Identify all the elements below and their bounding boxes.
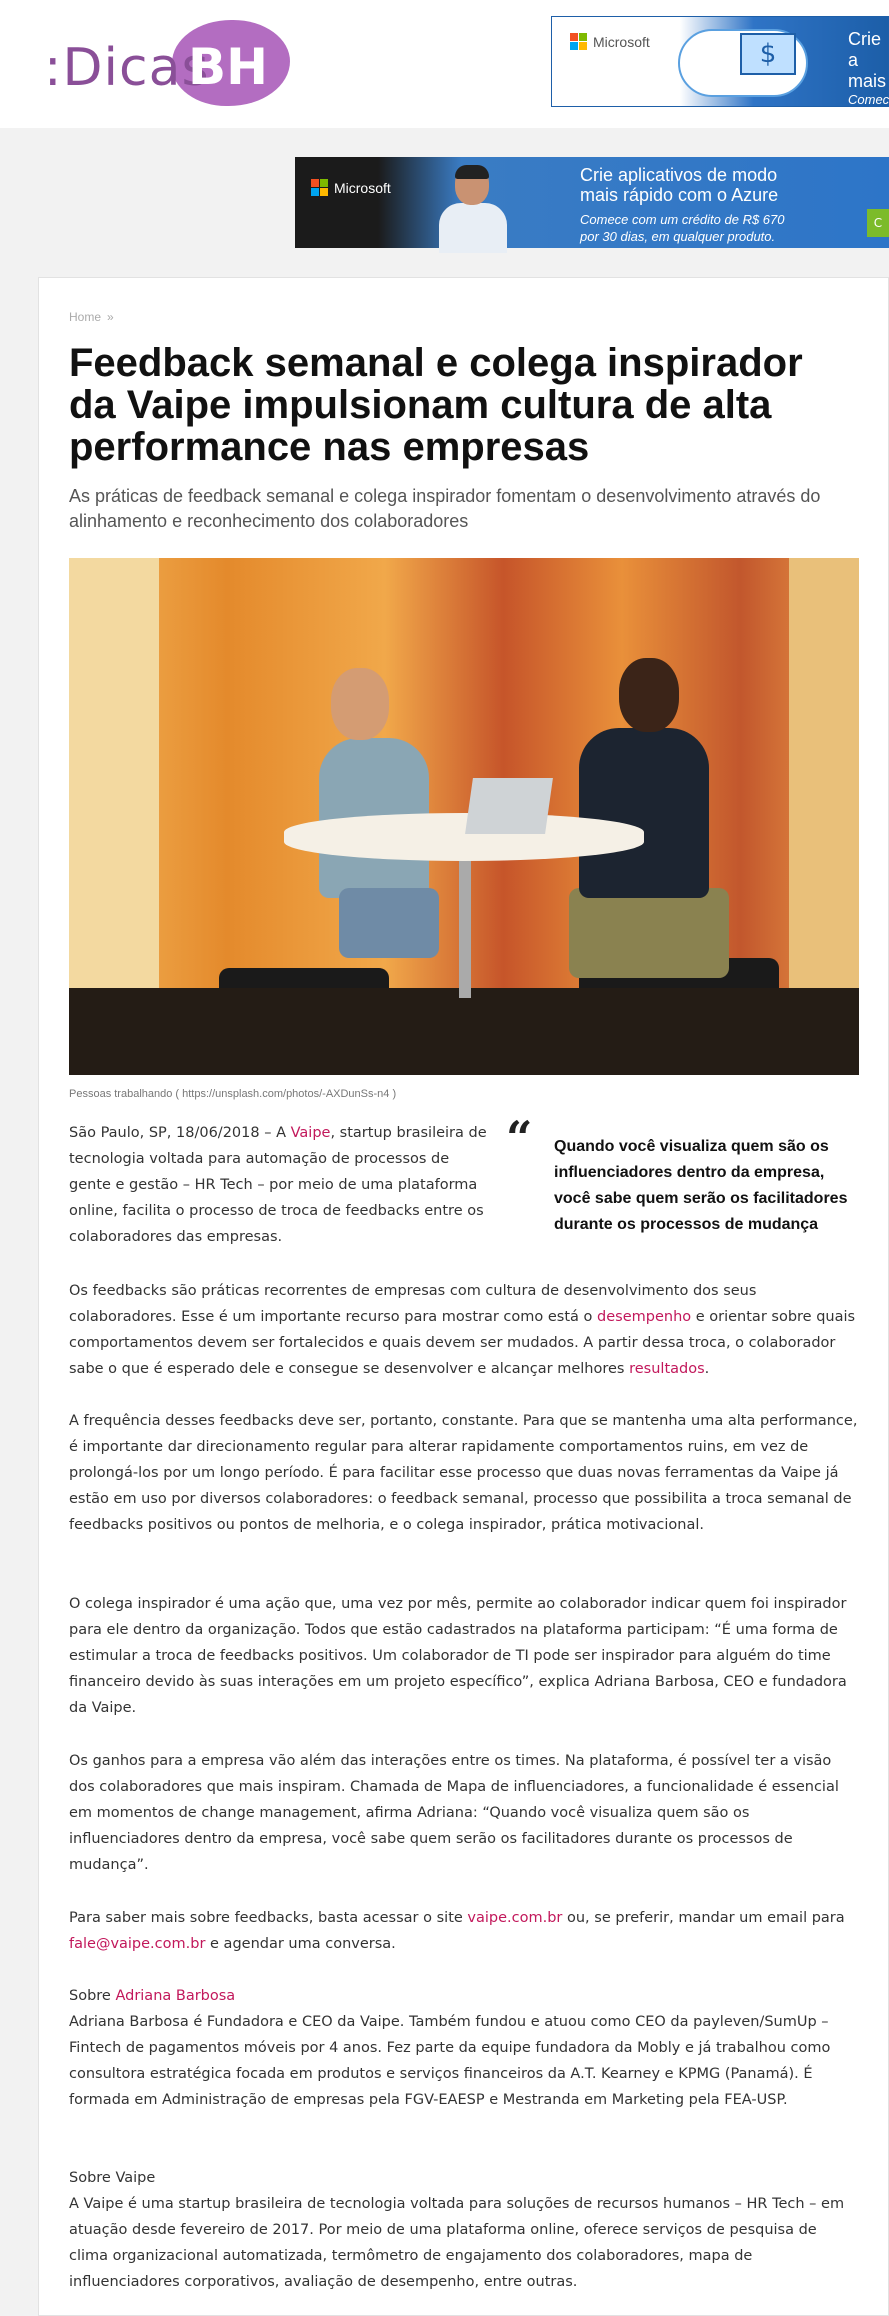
azure-cta-button[interactable]: C xyxy=(867,209,889,237)
vaipe-site-link[interactable]: vaipe.com.br xyxy=(467,1910,563,1926)
p5-text-3: e agendar uma conversa. xyxy=(205,1936,396,1952)
microsoft-logo xyxy=(570,33,650,50)
top-ad-line2: mais xyxy=(848,71,887,91)
vaipe-link[interactable]: Vaipe xyxy=(290,1125,331,1141)
pull-quote: Quando você visualiza quem são os influenciadores dentro da empresa, você sabe quem serão os facilitadores durante os processos de mudança xyxy=(554,1138,848,1233)
about-adriana-body: Adriana Barbosa é Fundadora e CEO da Vaipe. Também fundou e atuou como CEO da payleven/SumUp – Fintech de pagamentos móveis por 4 anos. Fez parte da equipe fundadora da Mobly e já trabalhou como consultora estratégica focada em produtos e serviços financeiros da A.T. Kearney e KPMG (Panamá). É formada em Administração de empresas pela FGV-EAESP e Mestranda em Marketing pela FEA-USP. xyxy=(69,2014,831,2108)
p1-text-3: . xyxy=(704,1361,710,1377)
about-adriana xyxy=(69,1983,859,2113)
resultados-link[interactable]: resultados xyxy=(629,1361,705,1377)
article-hero-image xyxy=(69,558,859,1075)
about-adriana-heading-prefix: Sobre xyxy=(69,1988,116,2004)
image-caption: Pessoas trabalhando ( https://unsplash.com/photos/-AXDunSs-n4 ) xyxy=(69,1088,397,1100)
azure-sub-2: por 30 dias, em qualquer produto. xyxy=(580,229,776,244)
lead-text: , startup brasileira de tecnologia voltada para automação de processos de gente e gestão – HR Tech – por meio de uma plataforma online, facilita o processo de troca de feedbacks entre os colaboradores das empresas. xyxy=(69,1125,487,1245)
about-adriana-heading xyxy=(69,1983,859,2009)
lead-paragraph xyxy=(69,1120,489,1250)
p1-text-1: Os feedbacks são práticas recorrentes de empresas com cultura de desenvolvimento dos seus colaboradores. Esse é um importante recurso para mostrar como está o xyxy=(69,1283,757,1325)
p1-text-2: e orientar sobre quais comportamentos devem ser fortalecidos e quais devem ser mudados. A partir dessa troca, o colaborador sabe o que é esperado dele e consegue se desenvolver e alcançar melhores xyxy=(69,1309,856,1377)
microsoft-brand: Microsoft xyxy=(334,179,391,196)
microsoft-logo xyxy=(311,179,391,196)
breadcrumb xyxy=(69,310,114,324)
email-link[interactable]: fale@vaipe.com.br xyxy=(69,1936,206,1952)
top-ad-line1: Crie a xyxy=(848,29,882,70)
article-title: Feedback semanal e colega inspirador da Vaipe impulsionam cultura de alta performance nas empresas xyxy=(69,341,803,469)
paragraph-5 xyxy=(69,1905,859,1957)
paragraph-1 xyxy=(69,1278,859,1382)
breadcrumb-home-link[interactable]: Home xyxy=(69,310,102,324)
about-vaipe-body: A Vaipe é uma startup brasileira de tecnologia voltada para soluções de recursos humanos – HR Tech – em atuação desde fevereiro de 2017. Por meio de uma plataforma online, oferece serviços de pesquisa de clima organizacional automatizada, termômetro de engajamento dos colaboradores, mapa de influenciadores corporativos, avaliação de desempenho, entre outras. xyxy=(69,2196,845,2290)
azure-ad-text xyxy=(580,165,784,245)
breadcrumb-separator-icon: » xyxy=(107,310,114,324)
about-vaipe-heading: Sobre Vaipe xyxy=(69,2170,156,2186)
article-subtitle: As práticas de feedback semanal e colega inspirador fomentam o desenvolvimento através do alinhamento e reconhecimento dos colaboradores xyxy=(69,486,821,531)
p5-text-2: ou, se preferir, mandar um email para xyxy=(562,1910,845,1926)
logo-suffix: BH xyxy=(188,38,268,96)
logo-prefix: :Dicas xyxy=(44,38,210,98)
azure-headline-1: Crie aplicativos de modo xyxy=(580,165,778,185)
lead-article: A xyxy=(276,1125,286,1141)
top-ad-line4: por 30 xyxy=(848,107,885,122)
dateline: São Paulo, SP, 18/06/2018 – xyxy=(69,1125,272,1141)
paragraph-2: A frequência desses feedbacks deve ser, portanto, constante. Para que se mantenha uma alta performance, é importante dar direcionamento regular para alterar rapidamente comportamentos ruins, em vez de prolongá-los por um longo período. É para facilitar esse processo que duas novas ferramentas da Vaipe já estão em uso por diversos colaboradores: o feedback semanal, processo que possibilita a troca semanal de feedbacks positivos ou pontos de melhoria, e o colega inspirador, prática motivacional. xyxy=(69,1413,858,1533)
site-logo[interactable] xyxy=(44,18,294,108)
p5-text-1: Para saber mais sobre feedbacks, basta acessar o site xyxy=(69,1910,468,1926)
about-vaipe xyxy=(69,2165,859,2295)
site-header xyxy=(0,0,889,128)
microsoft-brand: Microsoft xyxy=(593,33,650,50)
desempenho-link[interactable]: desempenho xyxy=(597,1309,692,1325)
azure-headline-2: mais rápido com o Azure xyxy=(580,185,779,205)
dollar-monitor-icon: $ xyxy=(740,33,796,75)
quote-mark-icon: “ xyxy=(506,1111,533,1165)
adriana-barbosa-link[interactable]: Adriana Barbosa xyxy=(115,1988,236,2004)
paragraph-4: Os ganhos para a empresa vão além das interações entre os times. Na plataforma, é possível ter a visão dos colaboradores que mais inspiram. Chamada de Mapa de influenciadores, a funcionalidade é essencial em momentos de change management, afirma Adriana: “Quando você visualiza quem são os influenciadores dentro da empresa, você sabe quem serão os facilitadores durante os processos de mudança”. xyxy=(69,1753,839,1873)
ad-person-photo xyxy=(435,165,513,248)
top-ad-banner[interactable] xyxy=(551,16,889,122)
microsoft-grid-icon xyxy=(570,33,587,50)
azure-ad-banner[interactable] xyxy=(295,157,889,248)
paragraph-3: O colega inspirador é uma ação que, uma vez por mês, permite ao colaborador indicar quem foi inspirador para ele dentro da organização. Todos que estão cadastrados na plataforma participam: “É uma forma de estimular a troca de feedbacks positivos. Um colaborador de TI pode ser inspirador para alguém do time financeiro devido às suas interações em um projeto específico”, explica Adriana Barbosa, CEO e fundadora da Vaipe. xyxy=(69,1596,847,1716)
azure-sub-1: Comece com um crédito de R$ 670 xyxy=(580,212,785,227)
top-ad-line3: Comec xyxy=(848,92,889,107)
article-card xyxy=(38,277,889,2316)
microsoft-grid-icon xyxy=(311,179,328,196)
top-ad-text xyxy=(848,29,889,122)
